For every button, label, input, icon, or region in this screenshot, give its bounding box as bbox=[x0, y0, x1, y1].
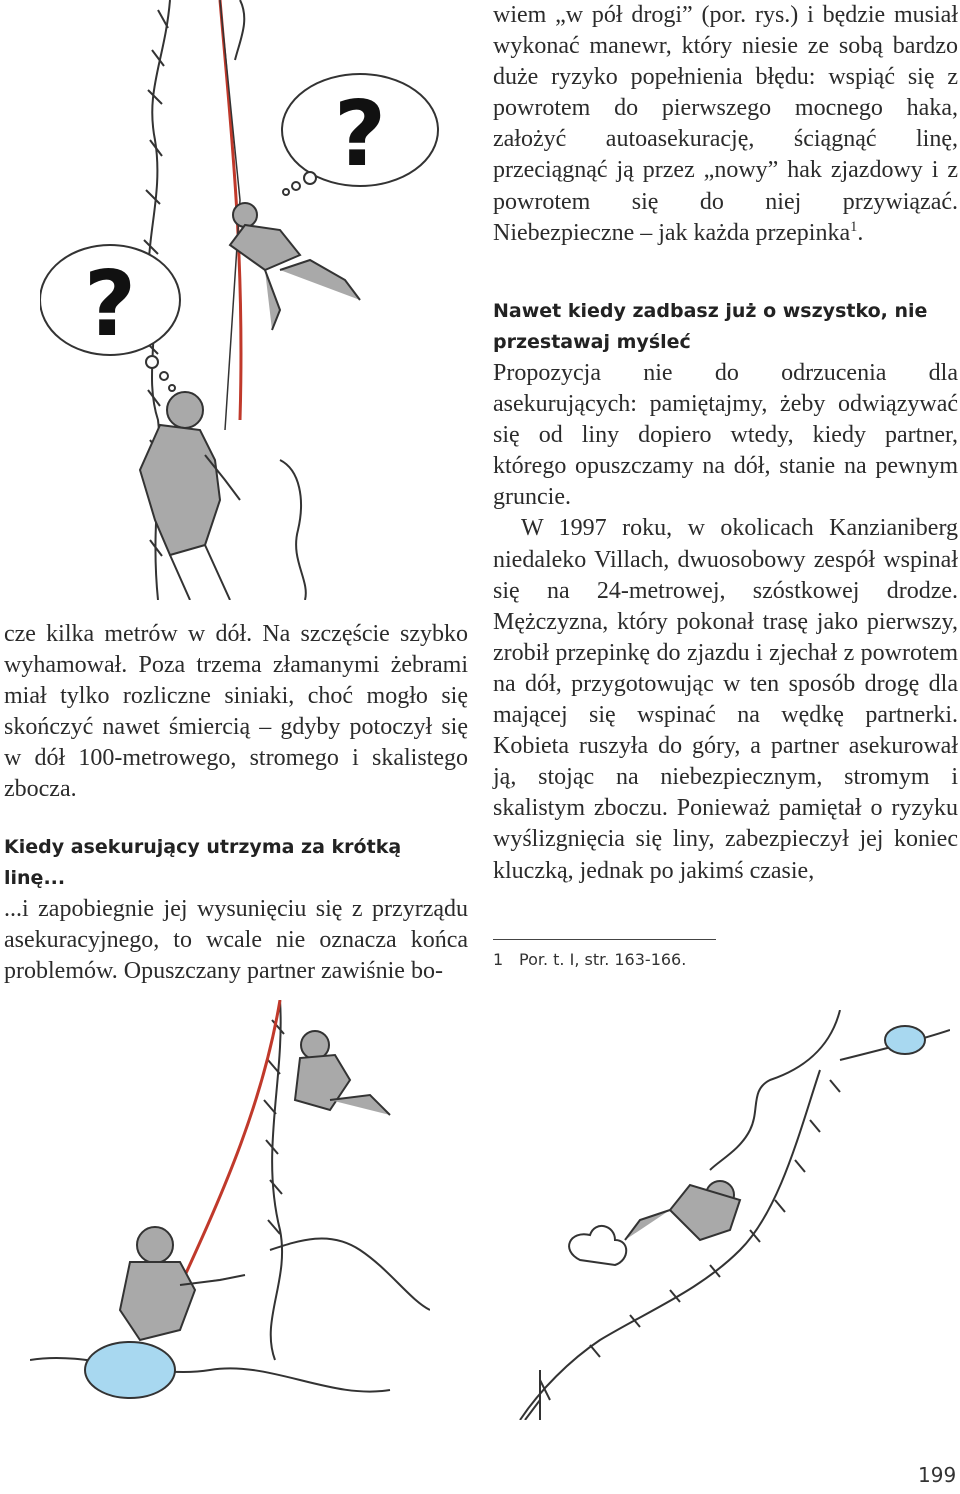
illustration-fall-bottom-right bbox=[500, 1010, 950, 1420]
rock-slope bbox=[520, 1030, 950, 1420]
section2-paragraph: ...i zapobiegnie jej wysunięciu się z przyrządu asekuracyjnego, to wcale nie oznacza końca problemów. Opuszczany partner zawiśnie bo- bbox=[4, 895, 468, 984]
right-top-end: . bbox=[857, 219, 864, 246]
backpack-top bbox=[885, 1026, 925, 1054]
tree bbox=[525, 1226, 626, 1420]
left-column bbox=[4, 619, 468, 987]
falling-climber bbox=[625, 1181, 740, 1240]
section1-paragraph-2: W 1997 roku, w okolicach Kanzianiberg niedaleko Villach, dwuosobowy zespół wspinał się na 24-metrowej, szóstkowej drodze. Mężczyzna, który pokonał trasę jako pierwszy, zrobił przepinkę do zjazdu i zjechał z powrotem na dół, przygotowując w ten sposób drogę dla mającej się wspinać na wędkę partnerki. Kobieta ruszyła do góry, a partner asekurował ją, stojąc na niebezpiecznym, stromym i skalistym zboczu. Ponieważ pamiętał o ryzyku wyślizgnięcia się liny, zabezpieczył jej koniec kluczką, jednak po jakimś czasie, bbox=[493, 515, 958, 884]
page-number: 199 bbox=[918, 1463, 957, 1487]
thought-bubble-left bbox=[40, 245, 180, 391]
illustration-lowering-top bbox=[40, 0, 460, 600]
right-column-main bbox=[493, 296, 958, 887]
section1-paragraph-1: Propozycja nie do odrzucenia dla asekurujących: pamiętajmy, żeby odwiązywać się od liny dopiero wtedy, kiedy partner, którego opuszczamy na dół, stanie na pewnym gruncie. bbox=[493, 360, 958, 511]
thought-bubble-top bbox=[282, 74, 438, 195]
footnote-number: 1 bbox=[493, 950, 504, 969]
question-mark-top: ? bbox=[333, 82, 387, 187]
rock-face bbox=[30, 1000, 430, 1392]
lowered-climber bbox=[295, 1031, 390, 1115]
right-top-paragraph bbox=[493, 0, 958, 249]
belayer-bottom bbox=[120, 1227, 245, 1340]
footnote-text: Por. t. I, str. 163-166. bbox=[519, 950, 687, 969]
question-mark-left: ? bbox=[83, 252, 137, 357]
section-heading-keep-thinking: Nawet kiedy zadbasz już o wszystko, nie przestawaj myśleć bbox=[493, 300, 928, 353]
left-paragraph: cze kilka metrów w dół. Na szczęście szybko wyhamował. Poza trzema złamanymi żebrami miał tylko rozliczne siniaki, choć mogło się skończyć nawet śmiercią – gdyby potoczył się w dół 100-metrowego, stromego i skalistego zbocza. bbox=[4, 621, 468, 803]
hanging-climber bbox=[230, 203, 360, 330]
footnote-divider bbox=[493, 939, 716, 940]
section-heading-short-rope: Kiedy asekurujący utrzyma za krótką linę... bbox=[4, 835, 402, 889]
footnote bbox=[493, 950, 793, 969]
right-top-text: wiem „w pół drogi” (por. rys.) i będzie musiał wykonać manewr, który niesie ze sobą bardzo duże ryzyko popełnienia błędu: wspiąć się z powrotem do pierwszego mocnego haka, założyć autoasekurację, ściągnąć linę, przeciągnąć ją przez „nowy” hak zjazdowy i z powrotem się do niej przywiązać. Niebezpieczne – jak każda przepinka bbox=[493, 2, 958, 246]
footnote-reference[interactable]: 1 bbox=[850, 218, 858, 235]
backpack bbox=[85, 1342, 175, 1398]
illustration-belayer-bottom bbox=[30, 1000, 430, 1420]
spacer bbox=[4, 806, 468, 832]
rope-curl bbox=[710, 1010, 840, 1170]
right-column-top bbox=[493, 0, 958, 249]
